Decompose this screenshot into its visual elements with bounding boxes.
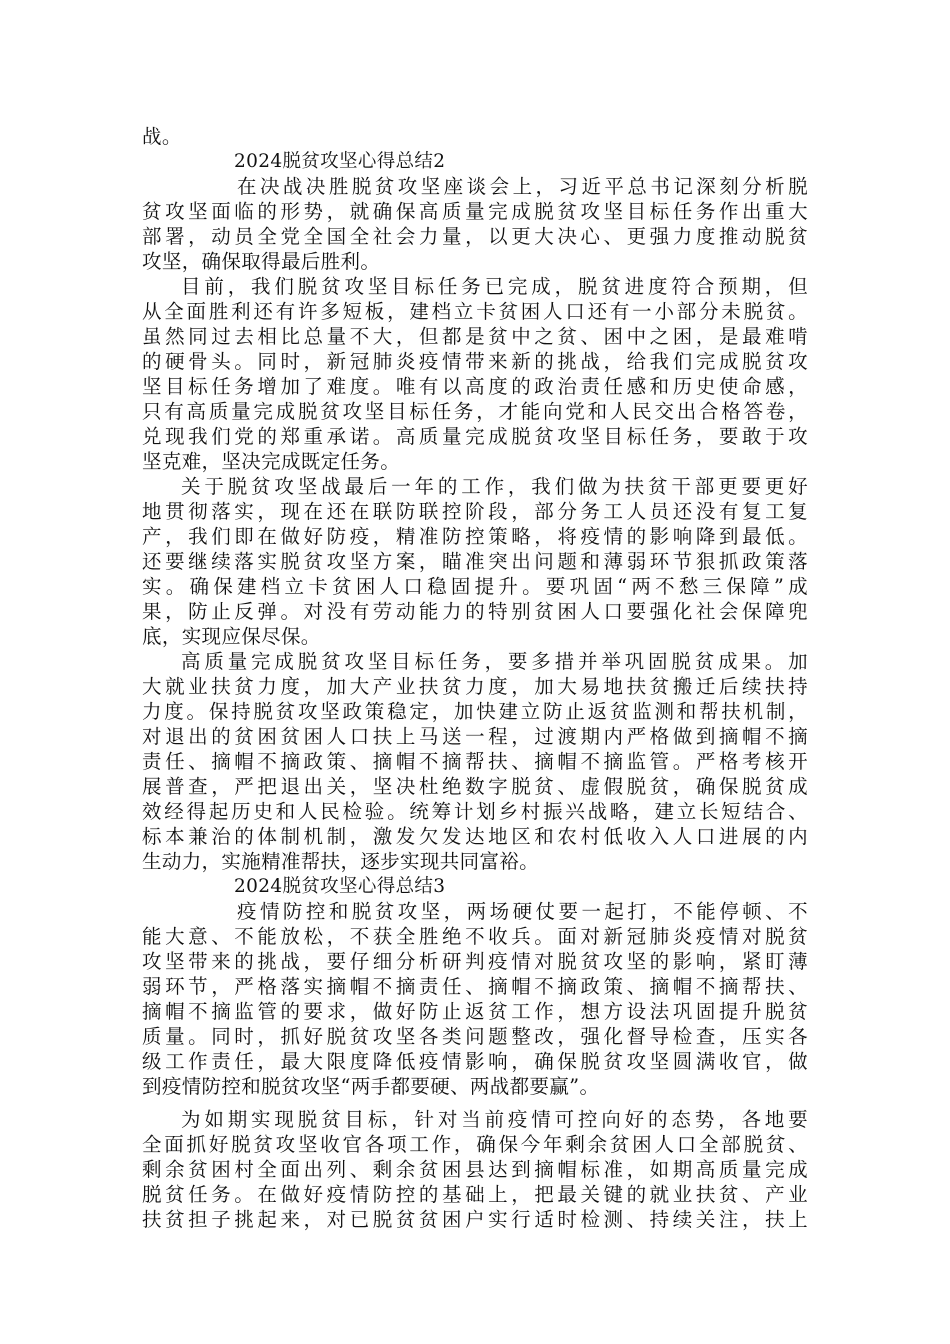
text-line: 只有高质量完成脱贫攻坚目标任务，才能向党和人民交出合格答卷， xyxy=(142,400,808,423)
text-line: 脱贫任务。在做好疫情防控的基础上，把最关键的就业扶贫、产业 xyxy=(142,1183,808,1206)
paragraph-last-line: 底，实现应保尽保。 xyxy=(142,625,321,648)
text-line: 坚目标任务增加了难度。唯有以高度的政治责任感和历史使命感， xyxy=(142,375,808,398)
text-line: 对退出的贫困贫困人口扶上马送一程，过渡期内严格做到摘帽不摘 xyxy=(142,725,808,748)
paragraph-gap xyxy=(142,1099,808,1107)
text-line: 实。确保建档立卡贫困人口稳固提升。要巩固“两不愁三保障”成 xyxy=(142,575,808,598)
section-heading: 2024脱贫攻坚心得总结3 xyxy=(234,876,446,897)
text-line: 地贯彻落实，现在还在联防联控阶段，部分务工人员还没有复工复 xyxy=(142,500,808,523)
text-line: 能大意、不能放松，不获全胜绝不收兵。面对新冠肺炎疫情对脱贫 xyxy=(142,925,808,948)
text-line: 大就业扶贫力度，加大产业扶贫力度，加大易地扶贫搬迁后续扶持 xyxy=(142,675,808,698)
paragraph-last-line: 生动力，实施精准帮扶，逐步实现共同富裕。 xyxy=(142,850,540,873)
text-line: 攻坚带来的挑战，要仔细分析研判疫情对脱贫攻坚的影响，紧盯薄 xyxy=(142,950,808,973)
paragraph-last-line: 到疫情防控和脱贫攻坚“两手都要硬、两战都要赢”。 xyxy=(142,1075,600,1098)
text-line: 还要继续落实脱贫攻坚方案，瞄准突出问题和薄弱环节狠抓政策落 xyxy=(142,550,808,573)
text-line: 兑现我们党的郑重承诺。高质量完成脱贫攻坚目标任务，要敢于攻 xyxy=(142,425,808,448)
paragraph-first-line: 疫情防控和脱贫攻坚，两场硬仗要一起打，不能停顿、不 xyxy=(237,900,808,923)
paragraph-last-line: 攻坚，确保取得最后胜利。 xyxy=(142,250,381,273)
text-line: 责任、摘帽不摘政策、摘帽不摘帮扶、摘帽不摘监管。严格考核开 xyxy=(142,750,808,773)
document-body xyxy=(142,124,808,1232)
text-line: 从全面胜利还有许多短板，建档立卡贫困人口还有一小部分未脱贫。 xyxy=(142,300,808,323)
paragraph-first-line: 在决战决胜脱贫攻坚座谈会上，习近平总书记深刻分析脱 xyxy=(237,175,808,198)
paragraph-first-line: 关于脱贫攻坚战最后一年的工作，我们做为扶贫干部更要更好 xyxy=(181,475,808,498)
text-line: 效经得起历史和人民检验。统筹计划乡村振兴战略，建立长短结合、 xyxy=(142,800,808,823)
paragraph-first-line: 为如期实现脱贫目标，针对当前疫情可控向好的态势，各地要 xyxy=(181,1108,808,1131)
text-line: 的硬骨头。同时，新冠肺炎疫情带来新的挑战，给我们完成脱贫攻 xyxy=(142,350,808,373)
paragraph-last-line: 坚克难，坚决完成既定任务。 xyxy=(142,450,401,473)
text-line: 扶贫担子挑起来，对已脱贫贫困户实行适时检测、持续关注，扶上 xyxy=(142,1208,808,1231)
paragraph-last-line: 战。 xyxy=(142,125,182,148)
text-line: 全面抓好脱贫攻坚收官各项工作，确保今年剩余贫困人口全部脱贫、 xyxy=(142,1133,808,1156)
text-line: 力度。保持脱贫攻坚政策稳定，加快建立防止返贫监测和帮扶机制， xyxy=(142,700,808,723)
text-line: 虽然同过去相比总量不大，但都是贫中之贫、困中之困，是最难啃 xyxy=(142,325,808,348)
text-line: 剩余贫困村全面出列、剩余贫困县达到摘帽标准，如期高质量完成 xyxy=(142,1158,808,1181)
text-line: 级工作责任，最大限度降低疫情影响，确保脱贫攻坚圆满收官，做 xyxy=(142,1050,808,1073)
section-heading: 2024脱贫攻坚心得总结2 xyxy=(234,151,446,172)
text-line: 贫攻坚面临的形势，就确保高质量完成脱贫攻坚目标任务作出重大 xyxy=(142,200,808,223)
text-line: 部署，动员全党全国全社会力量，以更大决心、更强力度推动脱贫 xyxy=(142,225,808,248)
paragraph-first-line: 高质量完成脱贫攻坚目标任务，要多措并举巩固脱贫成果。加 xyxy=(181,650,808,673)
text-line: 弱环节，严格落实摘帽不摘责任、摘帽不摘政策、摘帽不摘帮扶、 xyxy=(142,975,808,998)
text-line: 展普查，严把退出关，坚决杜绝数字脱贫、虚假脱贫，确保脱贫成 xyxy=(142,775,808,798)
text-line: 果，防止反弹。对没有劳动能力的特别贫困人口要强化社会保障兜 xyxy=(142,600,808,623)
text-line: 产，我们即在做好防疫，精准防控策略，将疫情的影响降到最低。 xyxy=(142,525,808,548)
text-line: 质量。同时，抓好脱贫攻坚各类问题整改，强化督导检查，压实各 xyxy=(142,1025,808,1048)
text-line: 摘帽不摘监管的要求，做好防止返贫工作，想方设法巩固提升脱贫 xyxy=(142,1000,808,1023)
paragraph-first-line: 目前，我们脱贫攻坚目标任务已完成，脱贫进度符合预期，但 xyxy=(181,275,808,298)
text-line: 标本兼治的体制机制，激发欠发达地区和农村低收入人口进展的内 xyxy=(142,825,808,848)
